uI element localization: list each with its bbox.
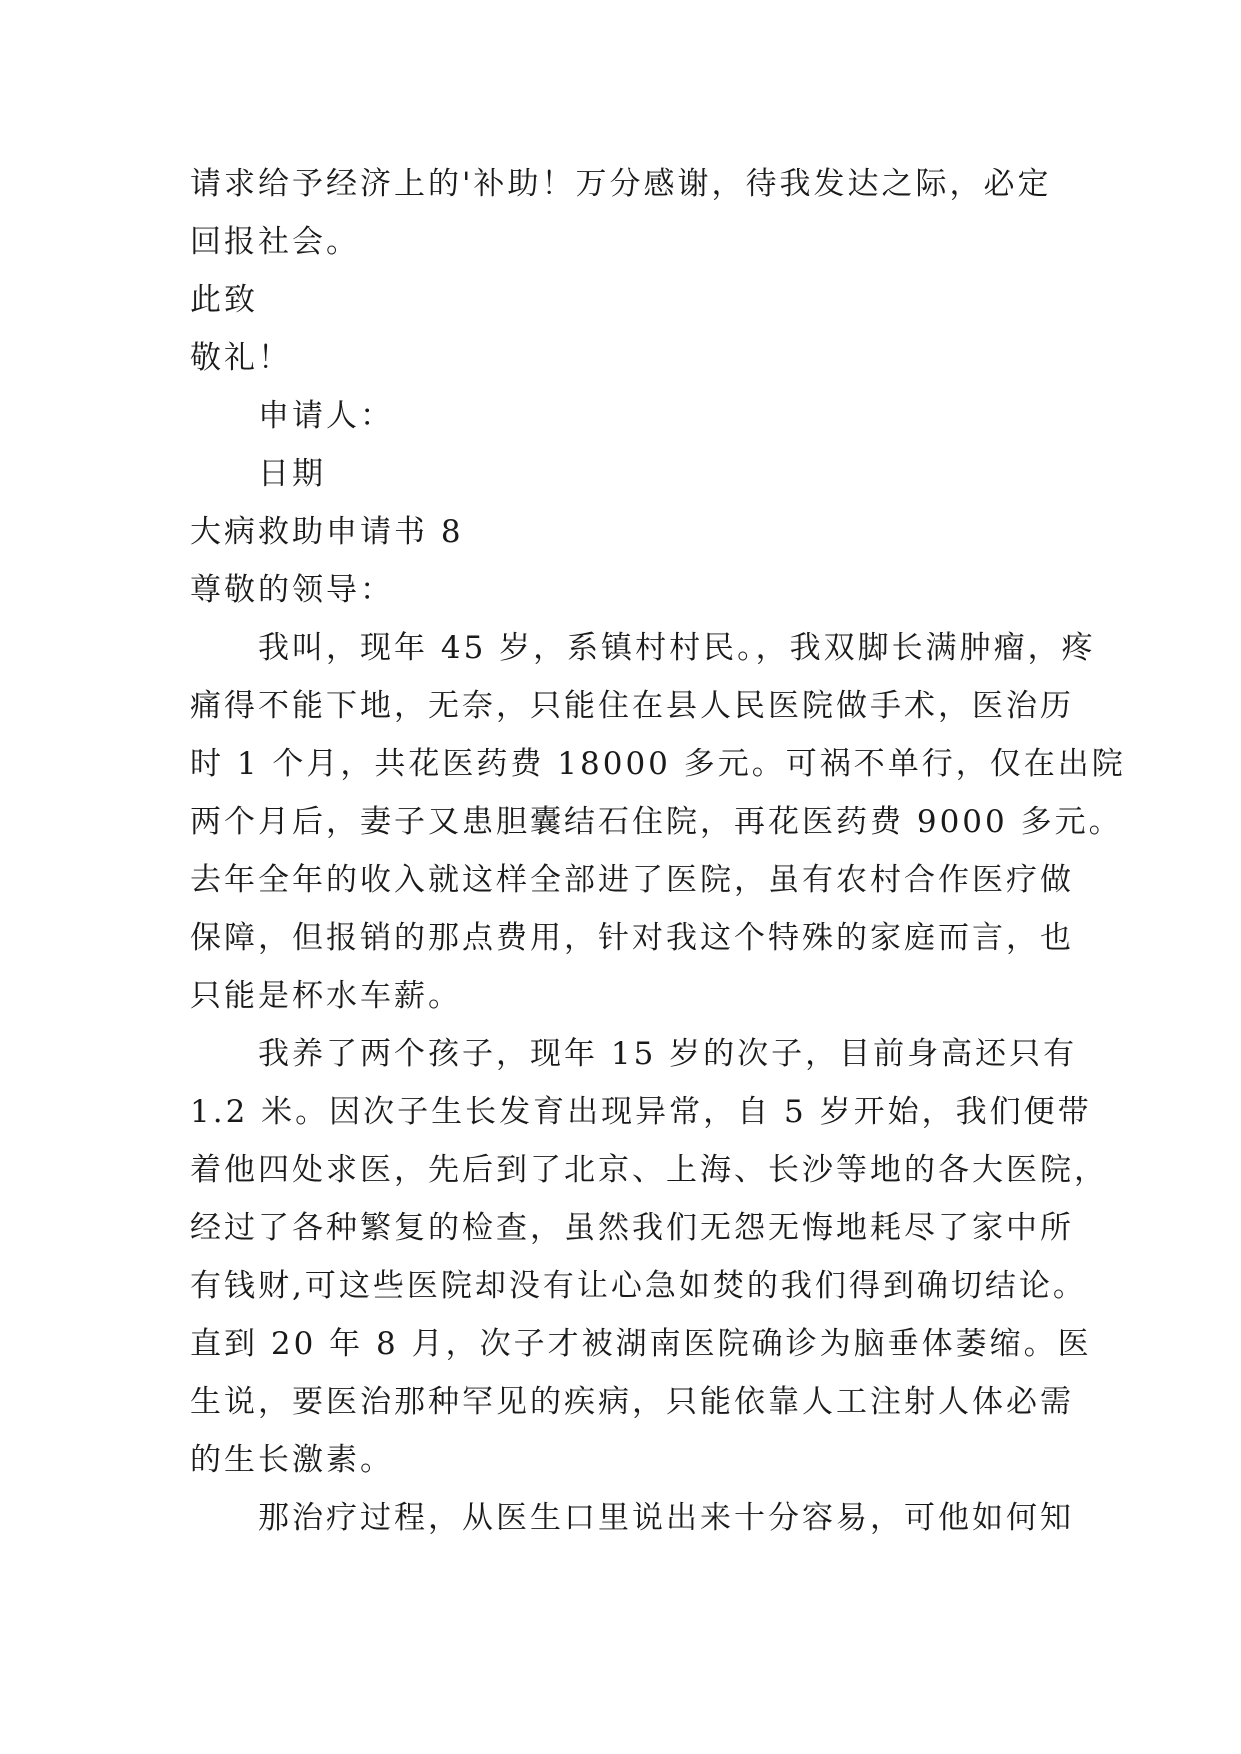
text-line: 我叫，现年 45 岁，系镇村村民。，我双脚长满肿瘤，疼 bbox=[258, 630, 1096, 666]
text-line: 请求给予经济上的'补助！万分感谢，待我发达之际，必定 bbox=[190, 166, 1052, 202]
salutation: 尊敬的领导： bbox=[190, 572, 394, 608]
text-line: 回报社会。 bbox=[190, 224, 360, 260]
section-title: 大病救助申请书 8 bbox=[190, 514, 464, 550]
text-line: 两个月后，妻子又患胆囊结石住院，再花医药费 9000 多元。 bbox=[190, 804, 1123, 840]
text-line: 直到 20 年 8 月，次子才被湖南医院确诊为脑垂体萎缩。医 bbox=[190, 1326, 1092, 1362]
text-line: 1.2 米。因次子生长发育出现异常，自 5 岁开始，我们便带 bbox=[190, 1094, 1092, 1130]
text-line: 我养了两个孩子，现年 15 岁的次子，目前身高还只有 bbox=[258, 1036, 1078, 1072]
text-line: 生说，要医治那种罕见的疾病，只能依靠人工注射人体必需 bbox=[190, 1384, 1074, 1420]
text-line: 时 1 个月，共花医药费 18000 多元。可祸不单行，仅在出院 bbox=[190, 746, 1126, 782]
text-line: 着他四处求医，先后到了北京、上海、长沙等地的各大医院， bbox=[190, 1152, 1108, 1188]
text-line: 敬礼！ bbox=[190, 340, 292, 376]
text-line: 的生长激素。 bbox=[190, 1442, 394, 1478]
text-line: 去年全年的收入就这样全部进了医院，虽有农村合作医疗做 bbox=[190, 862, 1074, 898]
text-line: 痛得不能下地，无奈，只能住在县人民医院做手术，医治历 bbox=[190, 688, 1074, 724]
text-line: 只能是杯水车薪。 bbox=[190, 978, 462, 1014]
text-line: 那治疗过程，从医生口里说出来十分容易，可他如何知 bbox=[258, 1500, 1074, 1536]
text-line: 经过了各种繁复的检查，虽然我们无怨无悔地耗尽了家中所 bbox=[190, 1210, 1074, 1246]
text-line: 此致 bbox=[190, 282, 258, 318]
text-line: 保障，但报销的那点费用，针对我这个特殊的家庭而言，也 bbox=[190, 920, 1074, 956]
date-label: 日期 bbox=[258, 456, 326, 492]
text-line: 有钱财,可这些医院却没有让心急如焚的我们得到确切结论。 bbox=[190, 1268, 1087, 1304]
applicant-label: 申请人： bbox=[258, 398, 394, 434]
